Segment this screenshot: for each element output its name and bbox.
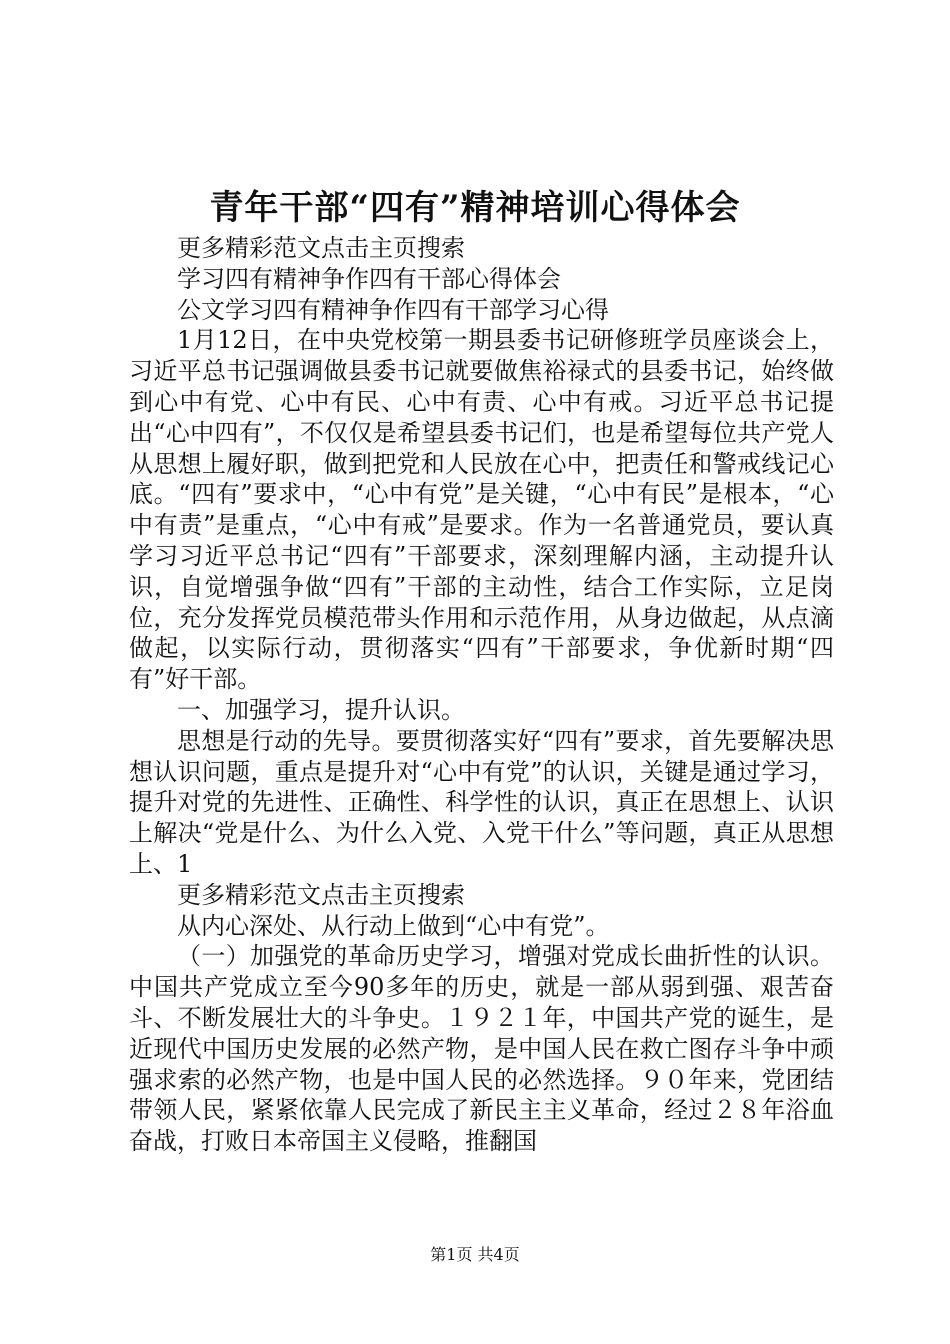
paragraph-intro: 1月12日，在中央党校第一期县委书记研修班学员座谈会上，习近平总书记强调做县委书记就要做焦裕禄式的县委书记，始终做到心中有党、心中有民、心中有责、心中有戒。习近平总书记提出“心中四有”，不仅仅是希望县委书记们，也是希望每位共产党人从思想上履好职，做到把党和人民放在心中，把责任和警戒线记心底。“四有”要求中，“心中有党”是关键，“心中有民”是根本，“心中有责”是重点，“心中有戒”是要求。作为一名普通党员，要认真学习习近平总书记“四有”干部要求，深刻理解内涵，主动提升认识，自觉增强争做“四有”干部的主动性，结合工作实际，立足岗位，充分发挥党员模范带头作用和示范作用，从身边做起，从点滴做起，以实际行动，贯彻落实“四有”干部要求，争优新时期“四有”好干部。 <box>129 326 834 694</box>
paragraph-more-link: 更多精彩范文点击主页搜索 <box>177 234 465 262</box>
paragraph-history: （一）加强党的革命历史学习，增强对党成长曲折性的认识。中国共产党成立至今90多年的历史，就是一部从弱到强、艰苦奋斗、不断发展壮大的斗争史。１９２１年，中国共产党的诞生，是近现代中国历史发展的必然产物，是中国人民在救亡图存斗争中顽强求索的必然产物，也是中国人民的必然选择。９０年来，党团结带领人民，紧紧依靠人民完成了新民主主义革命，经过２８年浴血奋战，打败日本帝国主义侵略，推翻国 <box>129 942 834 1156</box>
paragraph-heart: 从内心深处、从行动上做到“心中有党”。 <box>177 911 610 940</box>
paragraph-thought: 思想是行动的先导。要贯彻落实好“四有”要求，首先要解决思想认识问题，重点是提升对“心中有党”的认识，关键是通过学习，提升对党的先进性、正确性、科学性的认识，真正在思想上、认识上解决“党是什么、为什么入党、入党干什么”等问题，真正从思想上、1 <box>129 726 834 878</box>
paragraph-heading-1: 一、加强学习，提升认识。 <box>177 695 465 724</box>
paragraph-subtitle-1: 学习四有精神争作四有干部心得体会 <box>177 264 561 293</box>
document-body <box>129 233 834 1157</box>
paragraph-more-link-2: 更多精彩范文点击主页搜索 <box>177 880 465 909</box>
paragraph-subtitle-2: 公文学习四有精神争作四有干部学习心得 <box>177 295 609 324</box>
page-footer: 第1页 共4页 <box>430 1245 520 1264</box>
document-title: 青年干部“四有”精神培训心得体会 <box>209 188 741 228</box>
